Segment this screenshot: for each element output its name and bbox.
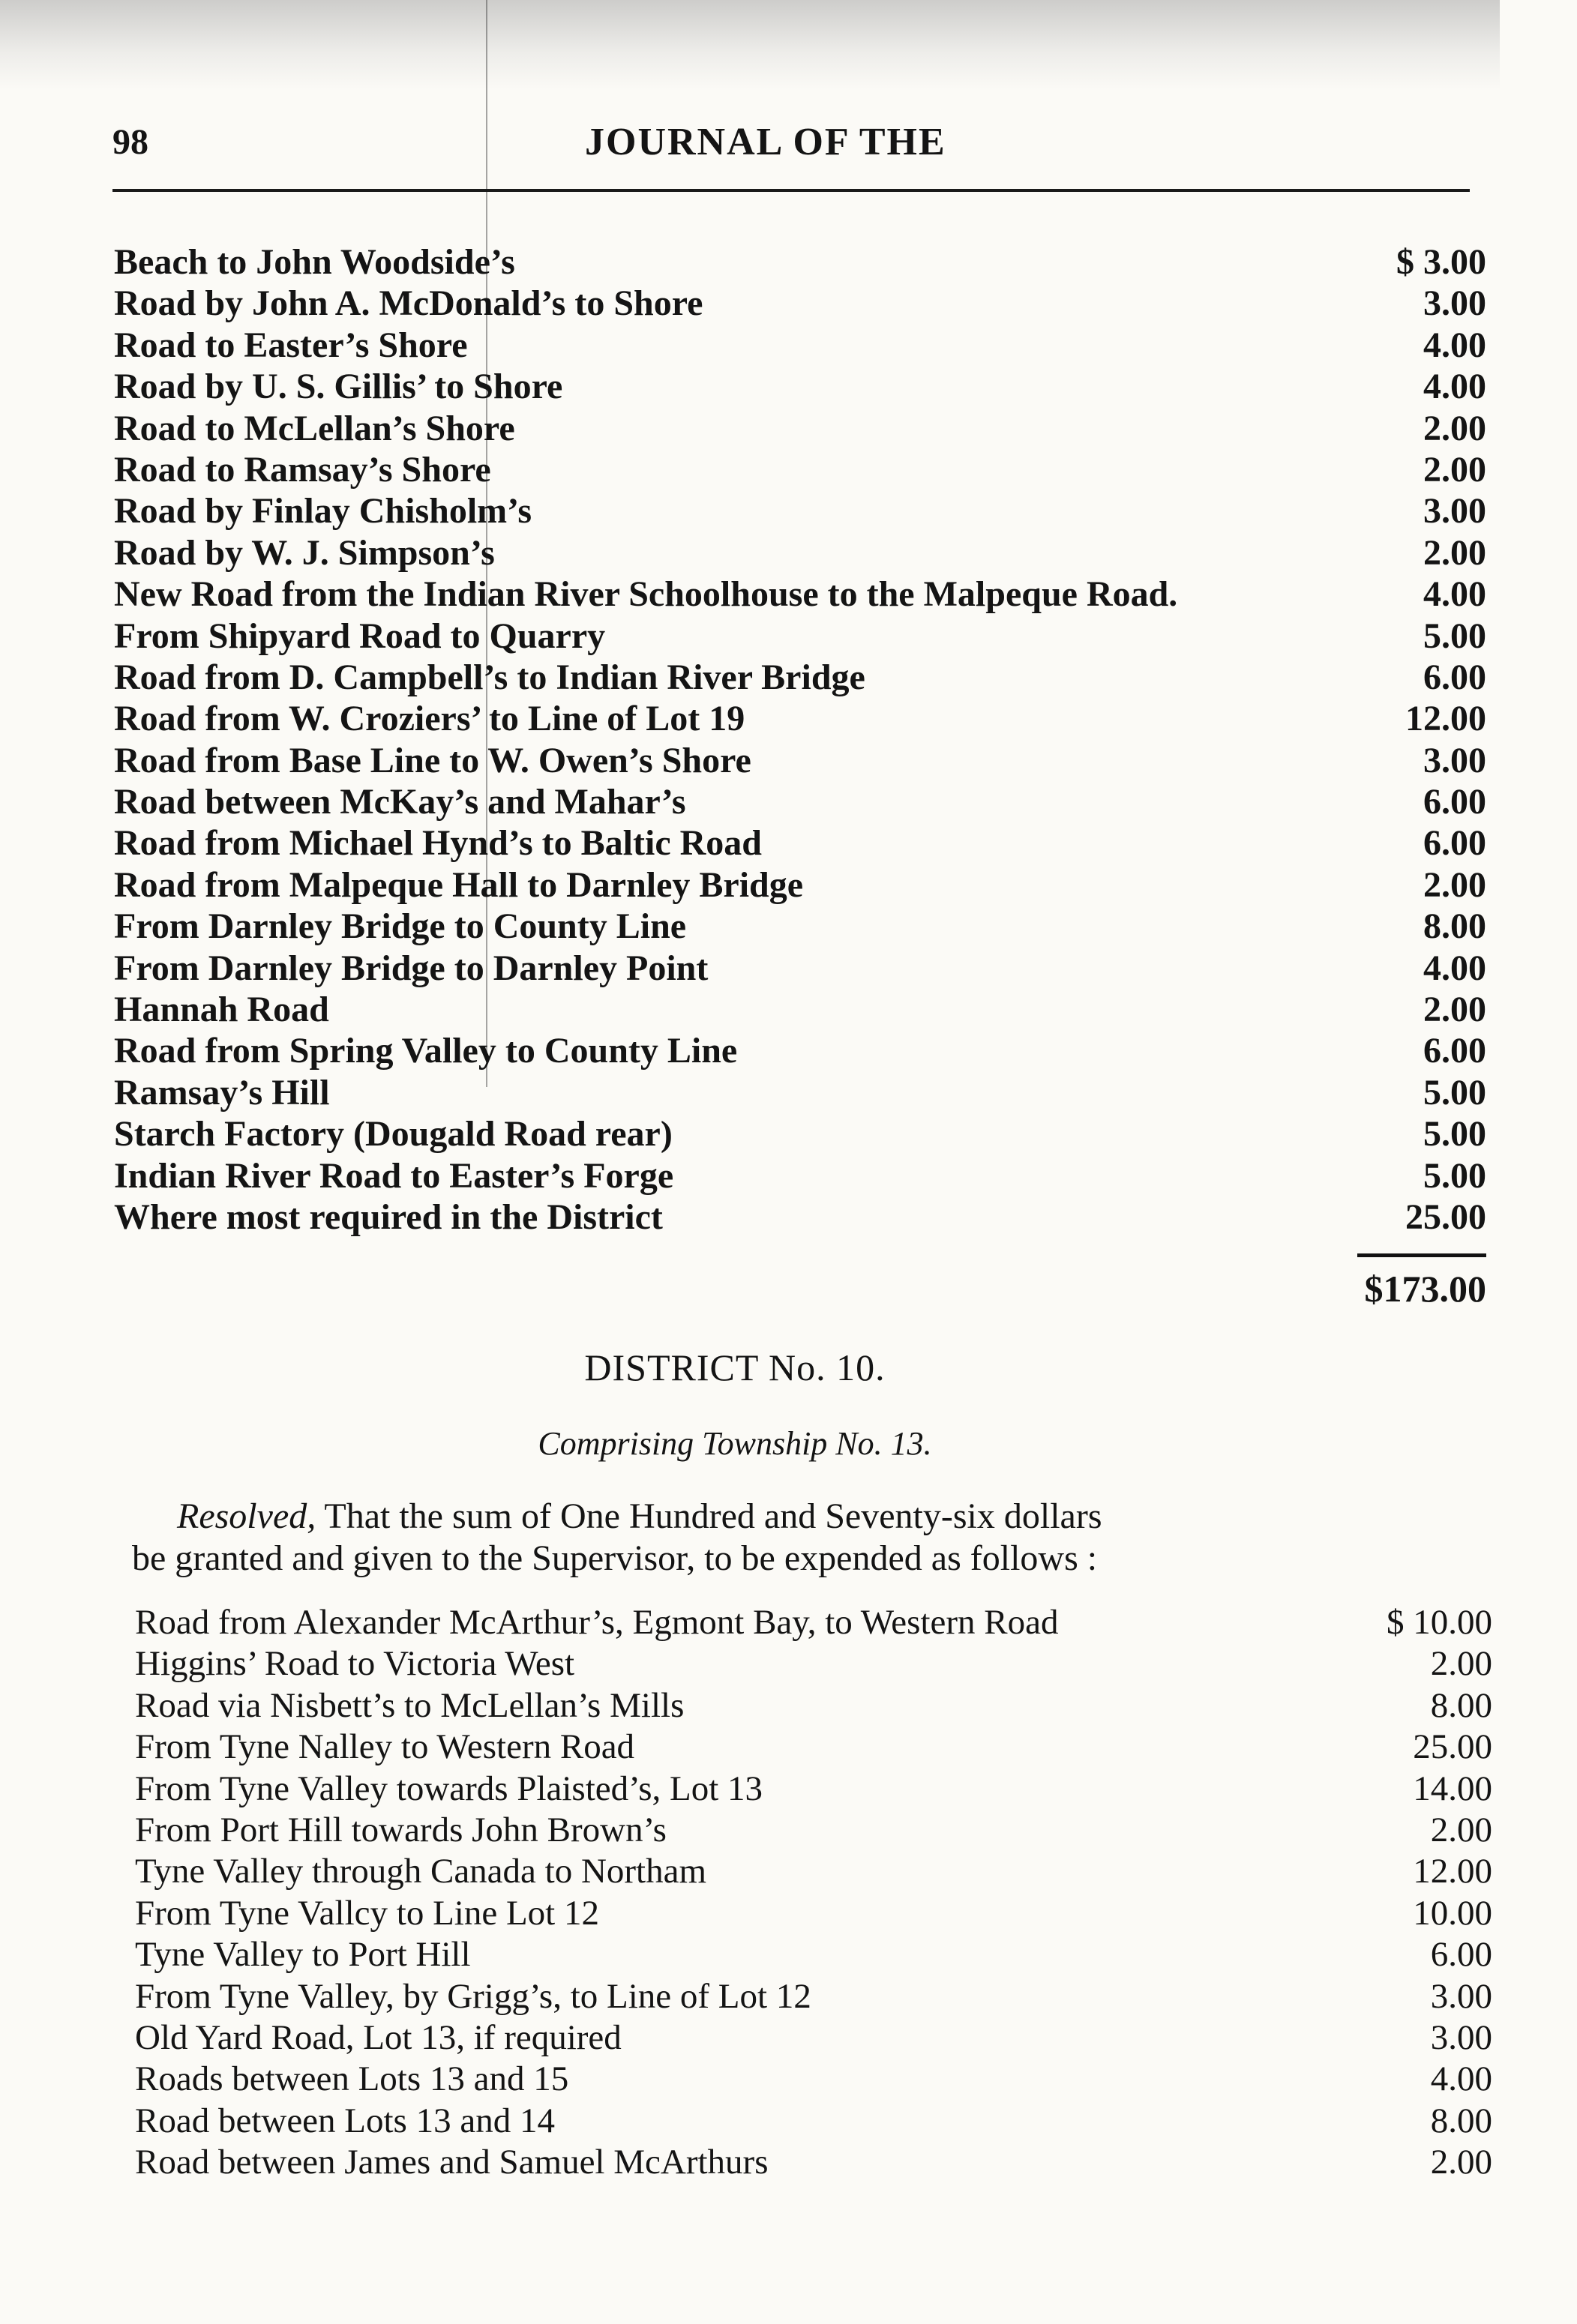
list-item bbox=[114, 781, 1486, 822]
item-amount: 6.00 bbox=[1423, 823, 1486, 864]
item-label: Road between James and Samuel McArthurs bbox=[135, 2143, 769, 2182]
item-label: From Shipyard Road to Quarry bbox=[114, 615, 606, 656]
appropriation-list-2 bbox=[135, 1602, 1492, 2183]
item-amount: 14.00 bbox=[1413, 1768, 1492, 1808]
item-label: Tyne Valley through Canada to Northam bbox=[135, 1852, 707, 1891]
list-item bbox=[135, 1685, 1492, 1727]
running-head: JOURNAL OF THE bbox=[585, 121, 946, 163]
list-item bbox=[135, 1934, 1492, 1975]
item-label: Starch Factory (Dougald Road rear) bbox=[114, 1114, 673, 1155]
item-label: Old Yard Road, Lot 13, if required bbox=[135, 2017, 622, 2057]
resolution-paragraph bbox=[132, 1496, 1347, 1580]
list-item bbox=[114, 698, 1486, 739]
item-amount: 8.00 bbox=[1430, 2101, 1492, 2140]
list-item bbox=[135, 1768, 1492, 1810]
item-amount: 2.00 bbox=[1430, 1810, 1492, 1849]
item-amount: 3.00 bbox=[1423, 740, 1486, 780]
item-label: Road to Ramsay’s Shore bbox=[114, 449, 491, 490]
item-label: Road from Malpeque Hall to Darnley Bridge bbox=[114, 864, 804, 905]
item-amount: 25.00 bbox=[1405, 1196, 1486, 1237]
list-item bbox=[114, 948, 1486, 989]
list-item bbox=[135, 1602, 1492, 1643]
item-label: Road from D. Campbell’s to Indian River Bridge bbox=[114, 657, 865, 697]
item-amount: 2.00 bbox=[1430, 2143, 1492, 2182]
list-item bbox=[114, 1196, 1486, 1238]
district-subtitle: Comprising Township No. 13. bbox=[538, 1425, 932, 1462]
item-label: Road from Alexander McArthur’s, Egmont Bay, to Western Road bbox=[135, 1603, 1059, 1642]
item-amount: 10.00 bbox=[1413, 1893, 1492, 1933]
item-label: Higgins’ Road to Victoria West bbox=[135, 1644, 575, 1684]
list-item bbox=[114, 325, 1486, 366]
list-item bbox=[114, 1030, 1486, 1071]
list-item bbox=[114, 283, 1486, 324]
district-title: DISTRICT No. 10. bbox=[584, 1346, 886, 1388]
item-amount: 12.00 bbox=[1413, 1852, 1492, 1891]
item-amount: 4.00 bbox=[1423, 948, 1486, 988]
item-amount: 2.00 bbox=[1423, 408, 1486, 448]
item-label: From Tyne Nalley to Western Road bbox=[135, 1727, 635, 1767]
list-item bbox=[114, 906, 1486, 947]
list-item bbox=[135, 1810, 1492, 1851]
item-label: From Port Hill towards John Brown’s bbox=[135, 1810, 667, 1849]
list-item bbox=[135, 1727, 1492, 1768]
item-label: Road by John A. McDonald’s to Shore bbox=[114, 283, 703, 324]
item-label: From Tyne Vallcy to Line Lot 12 bbox=[135, 1893, 599, 1933]
resolution-line-1 bbox=[132, 1496, 1347, 1538]
appropriation-list-1 bbox=[114, 241, 1486, 1238]
resolution-text-1: That the sum of One Hundred and Seventy-six dollars bbox=[316, 1496, 1102, 1536]
list-item bbox=[114, 1113, 1486, 1155]
list-item bbox=[114, 864, 1486, 906]
item-amount: 4.00 bbox=[1423, 367, 1486, 407]
item-label: Hannah Road bbox=[114, 990, 329, 1030]
list-item bbox=[135, 1976, 1492, 2017]
item-amount: 2.00 bbox=[1423, 532, 1486, 573]
list-item bbox=[135, 1851, 1492, 1892]
item-amount: 25.00 bbox=[1413, 1727, 1492, 1767]
list-item bbox=[114, 1072, 1486, 1113]
item-label: Road by W. J. Simpson’s bbox=[114, 532, 495, 573]
item-label: Where most required in the District bbox=[114, 1196, 663, 1237]
item-label: Road to McLellan’s Shore bbox=[114, 408, 515, 448]
item-amount: 3.00 bbox=[1423, 283, 1486, 324]
list-item bbox=[114, 366, 1486, 407]
item-amount: 2.00 bbox=[1430, 1644, 1492, 1684]
item-amount: 5.00 bbox=[1423, 615, 1486, 656]
item-label: New Road from the Indian River Schoolhouse to the Malpeque Road. bbox=[114, 574, 1178, 615]
list-item bbox=[135, 1893, 1492, 1934]
item-amount: 5.00 bbox=[1423, 1155, 1486, 1196]
item-label: Ramsay’s Hill bbox=[114, 1072, 330, 1113]
list-item bbox=[135, 2142, 1492, 2183]
list-item bbox=[114, 1155, 1486, 1196]
item-amount: 6.00 bbox=[1430, 1935, 1492, 1975]
item-label: Tyne Valley to Port Hill bbox=[135, 1935, 471, 1975]
list-item bbox=[114, 740, 1486, 781]
resolution-line-2: be granted and given to the Supervisor, to be expended as follows : bbox=[132, 1538, 1098, 1578]
list-item bbox=[114, 615, 1486, 657]
list-item bbox=[114, 408, 1486, 449]
item-label: From Tyne Valley, by Grigg’s, to Line of Lot 12 bbox=[135, 1976, 811, 2016]
item-amount: 8.00 bbox=[1423, 906, 1486, 947]
item-label: Beach to John Woodside’s bbox=[114, 242, 515, 282]
item-amount: 4.00 bbox=[1430, 2059, 1492, 2099]
item-label: Road to Easter’s Shore bbox=[114, 325, 468, 365]
total-rule bbox=[1357, 1253, 1486, 1257]
item-label: Road by U. S. Gillis’ to Shore bbox=[114, 367, 563, 407]
scan-grain bbox=[0, 0, 1500, 90]
item-amount: 2.00 bbox=[1423, 864, 1486, 905]
item-amount: 5.00 bbox=[1423, 1114, 1486, 1155]
item-amount: 6.00 bbox=[1423, 1031, 1486, 1071]
item-amount: 4.00 bbox=[1423, 574, 1486, 615]
item-label: Road from W. Croziers’ to Line of Lot 19 bbox=[114, 699, 745, 739]
section-total: $173.00 bbox=[1364, 1268, 1486, 1310]
list-item bbox=[114, 822, 1486, 864]
item-label: Road from Base Line to W. Owen’s Shore bbox=[114, 740, 751, 780]
item-label: From Darnley Bridge to Darnley Point bbox=[114, 948, 709, 988]
header-rule bbox=[112, 189, 1470, 192]
item-amount: 2.00 bbox=[1423, 990, 1486, 1030]
item-amount: 6.00 bbox=[1423, 782, 1486, 822]
item-amount: 3.00 bbox=[1430, 1976, 1492, 2016]
item-label: Road by Finlay Chisholm’s bbox=[114, 491, 532, 532]
list-item bbox=[114, 490, 1486, 532]
list-item bbox=[135, 2101, 1492, 2142]
page-header bbox=[112, 112, 1470, 172]
item-amount: 2.00 bbox=[1423, 449, 1486, 490]
list-item bbox=[114, 989, 1486, 1030]
page-number: 98 bbox=[112, 122, 148, 162]
item-amount: 3.00 bbox=[1423, 491, 1486, 532]
item-label: Road from Michael Hynd’s to Baltic Road bbox=[114, 823, 762, 864]
list-item bbox=[135, 2059, 1492, 2100]
list-item bbox=[114, 241, 1486, 283]
item-label: Roads between Lots 13 and 15 bbox=[135, 2059, 569, 2099]
item-label: Indian River Road to Easter’s Forge bbox=[114, 1155, 674, 1196]
item-amount: 8.00 bbox=[1430, 1685, 1492, 1725]
item-amount: 12.00 bbox=[1405, 699, 1486, 739]
list-item bbox=[135, 2017, 1492, 2059]
item-amount: 6.00 bbox=[1423, 657, 1486, 697]
item-amount: $ 10.00 bbox=[1387, 1603, 1492, 1642]
item-label: Road via Nisbett’s to McLellan’s Mills bbox=[135, 1685, 685, 1725]
item-label: Road from Spring Valley to County Line bbox=[114, 1031, 738, 1071]
resolved-word: Resolved, bbox=[177, 1496, 316, 1536]
item-amount: 5.00 bbox=[1423, 1072, 1486, 1113]
list-item bbox=[114, 449, 1486, 490]
list-item bbox=[114, 532, 1486, 574]
item-label: From Tyne Valley towards Plaisted’s, Lot 13 bbox=[135, 1768, 763, 1808]
list-item bbox=[114, 657, 1486, 698]
item-label: From Darnley Bridge to County Line bbox=[114, 906, 687, 947]
item-label: Road between Lots 13 and 14 bbox=[135, 2101, 555, 2140]
item-amount: 4.00 bbox=[1423, 325, 1486, 365]
item-label: Road between McKay’s and Mahar’s bbox=[114, 782, 686, 822]
list-item bbox=[114, 574, 1486, 615]
list-item bbox=[135, 1643, 1492, 1685]
item-amount: $ 3.00 bbox=[1396, 242, 1486, 282]
item-amount: 3.00 bbox=[1430, 2017, 1492, 2057]
